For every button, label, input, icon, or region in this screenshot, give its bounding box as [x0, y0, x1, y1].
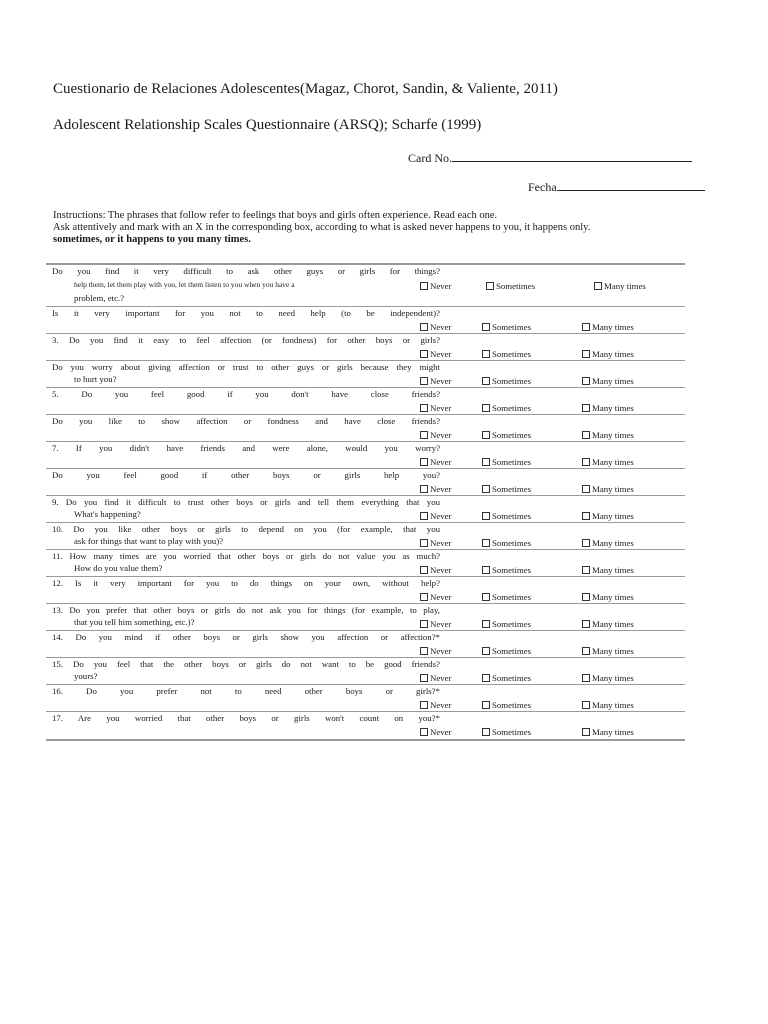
- option-label: Sometimes: [492, 619, 532, 629]
- checkbox-icon[interactable]: [582, 620, 590, 628]
- option-label: Sometimes: [492, 727, 532, 737]
- option-sometimes[interactable]: [482, 430, 531, 440]
- option-label: Many times: [592, 565, 634, 575]
- option-sometimes[interactable]: [482, 538, 531, 548]
- card-number-label: Card No.: [408, 151, 452, 165]
- checkbox-icon[interactable]: [420, 458, 428, 466]
- checkbox-icon[interactable]: [420, 431, 428, 439]
- option-many-times[interactable]: [582, 349, 634, 359]
- option-label: Never: [430, 281, 452, 291]
- option-label: Sometimes: [492, 565, 532, 575]
- checkbox-icon[interactable]: [582, 458, 590, 466]
- question-text: Do you worry about giving affection or trust to other guys or girls because they might: [52, 362, 440, 372]
- option-label: Sometimes: [496, 281, 536, 291]
- checkbox-icon[interactable]: [582, 674, 590, 682]
- question-text: 13. Do you prefer that other boys or girls do not ask you for things (for example, to play,: [52, 605, 440, 615]
- option-many-times[interactable]: [582, 565, 634, 575]
- option-label: Never: [430, 619, 452, 629]
- question-row: [46, 631, 685, 658]
- checkbox-icon[interactable]: [420, 282, 428, 290]
- option-sometimes[interactable]: [482, 646, 531, 656]
- question-text: 3. Do you find it easy to feel affection (or fondness) for other boys or girls?: [52, 335, 440, 345]
- option-label: Many times: [592, 646, 634, 656]
- option-label: Many times: [592, 430, 634, 440]
- question-row: [46, 265, 685, 307]
- date-label: Fecha: [528, 180, 557, 194]
- question-row: [46, 523, 685, 550]
- option-label: Many times: [592, 538, 634, 548]
- option-label: Sometimes: [492, 646, 532, 656]
- checkbox-icon[interactable]: [482, 458, 490, 466]
- option-label: Never: [430, 322, 452, 332]
- checkbox-icon[interactable]: [482, 512, 490, 520]
- checkbox-icon[interactable]: [420, 728, 428, 736]
- question-row: [46, 577, 685, 604]
- question-text: 10. Do you like other boys or girls to depend on you (for example, that you: [52, 524, 440, 534]
- option-sometimes[interactable]: [482, 700, 531, 710]
- option-sometimes[interactable]: [482, 592, 531, 602]
- title-english: Adolescent Relationship Scales Questionnaire (ARSQ); Scharfe (1999): [53, 117, 482, 133]
- question-text-continued: ask for things that want to play with you)?: [74, 536, 224, 546]
- card-number-field[interactable]: [408, 151, 692, 166]
- question-text: 9. Do you find it difficult to trust other boys or girls and tell them everything that you: [52, 497, 440, 507]
- option-never[interactable]: [420, 592, 452, 602]
- option-sometimes[interactable]: [486, 281, 535, 291]
- checkbox-icon[interactable]: [482, 431, 490, 439]
- option-many-times[interactable]: [582, 457, 634, 467]
- option-label: Sometimes: [492, 700, 532, 710]
- option-many-times[interactable]: [582, 511, 634, 521]
- checkbox-icon[interactable]: [582, 539, 590, 547]
- checkbox-icon[interactable]: [420, 323, 428, 331]
- checkbox-icon[interactable]: [420, 377, 428, 385]
- option-label: Many times: [592, 673, 634, 683]
- question-text: 15. Do you feel that the other boys or girls do not want to be good friends?: [52, 659, 440, 669]
- card-number-line[interactable]: [452, 151, 692, 162]
- instructions-line-1: Instructions: The phrases that follow refer to feelings that boys and girls often experience. Read each one.: [53, 210, 498, 221]
- question-row: [46, 685, 685, 712]
- option-never[interactable]: [420, 430, 452, 440]
- question-row: [46, 469, 685, 496]
- option-sometimes[interactable]: [482, 322, 531, 332]
- option-sometimes[interactable]: [482, 565, 531, 575]
- option-sometimes[interactable]: [482, 457, 531, 467]
- option-label: Many times: [604, 281, 646, 291]
- checkbox-icon[interactable]: [420, 647, 428, 655]
- option-many-times[interactable]: [582, 430, 634, 440]
- checkbox-icon[interactable]: [420, 350, 428, 358]
- question-text: 5. Do you feel good if you don't have close friends?: [52, 389, 440, 399]
- option-many-times[interactable]: [582, 592, 634, 602]
- option-label: Many times: [592, 322, 634, 332]
- option-many-times[interactable]: [582, 322, 634, 332]
- option-never[interactable]: [420, 700, 452, 710]
- option-many-times[interactable]: [582, 619, 634, 629]
- checkbox-icon[interactable]: [420, 674, 428, 682]
- checkbox-icon[interactable]: [420, 566, 428, 574]
- option-sometimes[interactable]: [482, 511, 531, 521]
- checkbox-icon[interactable]: [582, 485, 590, 493]
- checkbox-icon[interactable]: [582, 647, 590, 655]
- checkbox-icon[interactable]: [420, 404, 428, 412]
- question-text-continued: How do you value them?: [74, 563, 163, 573]
- checkbox-icon[interactable]: [482, 350, 490, 358]
- question-text-continued: problem, etc.?: [74, 293, 125, 303]
- option-label: Sometimes: [492, 538, 532, 548]
- checkbox-icon[interactable]: [594, 282, 602, 290]
- option-never[interactable]: [420, 457, 452, 467]
- checkbox-icon[interactable]: [420, 593, 428, 601]
- option-label: Never: [430, 592, 452, 602]
- option-never[interactable]: [420, 376, 452, 386]
- checkbox-icon[interactable]: [482, 620, 490, 628]
- option-label: Sometimes: [492, 403, 532, 413]
- option-label: Sometimes: [492, 376, 532, 386]
- option-label: Never: [430, 349, 452, 359]
- option-label: Sometimes: [492, 592, 532, 602]
- checkbox-icon[interactable]: [482, 647, 490, 655]
- option-label: Never: [430, 673, 452, 683]
- instructions: [53, 210, 590, 246]
- option-many-times[interactable]: [594, 281, 646, 291]
- checkbox-icon[interactable]: [482, 539, 490, 547]
- date-field[interactable]: [528, 180, 705, 195]
- question-text: Do you find it very difficult to ask other guys or girls for things?: [52, 266, 440, 276]
- option-sometimes[interactable]: [482, 403, 531, 413]
- option-never[interactable]: [420, 646, 452, 656]
- question-text-continued: yours?: [74, 671, 98, 681]
- option-many-times[interactable]: [582, 673, 634, 683]
- option-never[interactable]: [420, 484, 452, 494]
- question-text: Is it very important for you not to need help (to be independent)?: [52, 308, 440, 318]
- checkbox-icon[interactable]: [482, 323, 490, 331]
- instructions-line-2: Ask attentively and mark with an X in the corresponding box, according to what is asked never happens to you, it happens only.: [53, 222, 591, 233]
- checkbox-icon[interactable]: [482, 593, 490, 601]
- checkbox-icon[interactable]: [582, 593, 590, 601]
- option-label: Never: [430, 376, 452, 386]
- question-row: [46, 712, 685, 739]
- question-row: [46, 307, 685, 334]
- checkbox-icon[interactable]: [420, 485, 428, 493]
- option-label: Sometimes: [492, 349, 532, 359]
- option-label: Sometimes: [492, 457, 532, 467]
- question-text: 11. How many times are you worried that other boys or girls do not value you as much?: [52, 551, 440, 561]
- question-row: [46, 388, 685, 415]
- option-label: Many times: [592, 457, 634, 467]
- option-label: Many times: [592, 484, 634, 494]
- option-never[interactable]: [420, 511, 452, 521]
- question-row: [46, 604, 685, 631]
- table-bottom-rule: [46, 739, 685, 741]
- checkbox-icon[interactable]: [582, 377, 590, 385]
- option-label: Never: [430, 646, 452, 656]
- option-label: Never: [430, 484, 452, 494]
- checkbox-icon[interactable]: [482, 674, 490, 682]
- checkbox-icon[interactable]: [582, 701, 590, 709]
- option-label: Never: [430, 457, 452, 467]
- checkbox-icon[interactable]: [482, 701, 490, 709]
- option-sometimes[interactable]: [482, 727, 531, 737]
- checkbox-icon[interactable]: [482, 728, 490, 736]
- option-never[interactable]: [420, 673, 452, 683]
- option-never[interactable]: [420, 565, 452, 575]
- question-row: [46, 550, 685, 577]
- option-never[interactable]: [420, 538, 452, 548]
- checkbox-icon[interactable]: [420, 620, 428, 628]
- title-spanish: Cuestionario de Relaciones Adolescentes(Magaz, Chorot, Sandin, & Valiente, 2011): [53, 81, 558, 97]
- option-never[interactable]: [420, 322, 452, 332]
- option-sometimes[interactable]: [482, 349, 531, 359]
- question-text: 12. Is it very important for you to do things on your own, without help?: [52, 578, 440, 588]
- question-text: 17. Are you worried that other boys or girls won't count on you?*: [52, 713, 440, 723]
- question-text: 16. Do you prefer not to need other boys or girls?*: [52, 686, 440, 696]
- option-label: Sometimes: [492, 484, 532, 494]
- instructions-line-3: sometimes, or it happens to you many times.: [53, 234, 251, 245]
- checkbox-icon[interactable]: [482, 404, 490, 412]
- option-label: Sometimes: [492, 511, 532, 521]
- option-label: Many times: [592, 592, 634, 602]
- option-sometimes[interactable]: [482, 484, 531, 494]
- checkbox-icon[interactable]: [420, 539, 428, 547]
- question-row: [46, 334, 685, 361]
- option-label: Many times: [592, 511, 634, 521]
- option-label: Never: [430, 511, 452, 521]
- option-label: Sometimes: [492, 673, 532, 683]
- option-label: Never: [430, 565, 452, 575]
- option-never[interactable]: [420, 619, 452, 629]
- questionnaire-table: [46, 263, 685, 741]
- checkbox-icon[interactable]: [582, 404, 590, 412]
- checkbox-icon[interactable]: [582, 431, 590, 439]
- option-label: Sometimes: [492, 430, 532, 440]
- question-row: [46, 442, 685, 469]
- checkbox-icon[interactable]: [582, 350, 590, 358]
- option-label: Many times: [592, 403, 634, 413]
- option-never[interactable]: [420, 403, 452, 413]
- option-label: Many times: [592, 727, 634, 737]
- checkbox-icon[interactable]: [582, 728, 590, 736]
- option-never[interactable]: [420, 281, 452, 291]
- option-label: Never: [430, 727, 452, 737]
- checkbox-icon[interactable]: [582, 566, 590, 574]
- question-text-continued: to hurt you?: [74, 374, 117, 384]
- question-text-continued: help them, let them play with you, let them listen to you when you have a: [74, 280, 295, 289]
- option-many-times[interactable]: [582, 403, 634, 413]
- option-label: Never: [430, 430, 452, 440]
- question-text: Do you feel good if other boys or girls help you?: [52, 470, 440, 480]
- question-row: [46, 361, 685, 388]
- question-row: [46, 658, 685, 685]
- option-many-times[interactable]: [582, 538, 634, 548]
- option-many-times[interactable]: [582, 484, 634, 494]
- option-label: Never: [430, 538, 452, 548]
- option-sometimes[interactable]: [482, 619, 531, 629]
- question-text: Do you like to show affection or fondness and have close friends?: [52, 416, 440, 426]
- question-text-continued: that you tell him something, etc.)?: [74, 617, 195, 627]
- checkbox-icon[interactable]: [486, 282, 494, 290]
- option-label: Many times: [592, 619, 634, 629]
- option-label: Sometimes: [492, 322, 532, 332]
- question-text-continued: What's happening?: [74, 509, 141, 519]
- checkbox-icon[interactable]: [582, 512, 590, 520]
- option-many-times[interactable]: [582, 376, 634, 386]
- option-never[interactable]: [420, 727, 452, 737]
- option-label: Many times: [592, 700, 634, 710]
- checkbox-icon[interactable]: [482, 485, 490, 493]
- checkbox-icon[interactable]: [582, 323, 590, 331]
- checkbox-icon[interactable]: [420, 512, 428, 520]
- option-label: Many times: [592, 349, 634, 359]
- option-label: Many times: [592, 376, 634, 386]
- question-text: 14. Do you mind if other boys or girls show you affection or affection?*: [52, 632, 440, 642]
- checkbox-icon[interactable]: [420, 701, 428, 709]
- option-sometimes[interactable]: [482, 376, 531, 386]
- checkbox-icon[interactable]: [482, 566, 490, 574]
- option-many-times[interactable]: [582, 700, 634, 710]
- question-row: [46, 415, 685, 442]
- question-row: [46, 496, 685, 523]
- option-many-times[interactable]: [582, 646, 634, 656]
- option-never[interactable]: [420, 349, 452, 359]
- option-label: Never: [430, 403, 452, 413]
- option-sometimes[interactable]: [482, 673, 531, 683]
- question-text: 7. If you didn't have friends and were alone, would you worry?: [52, 443, 440, 453]
- date-line[interactable]: [557, 180, 705, 191]
- option-label: Never: [430, 700, 452, 710]
- option-many-times[interactable]: [582, 727, 634, 737]
- checkbox-icon[interactable]: [482, 377, 490, 385]
